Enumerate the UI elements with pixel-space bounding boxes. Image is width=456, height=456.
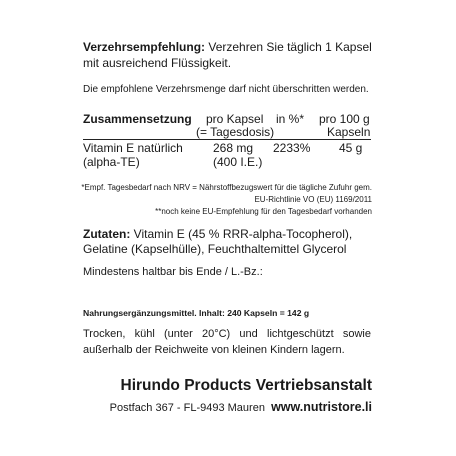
sub-kapseln: Kapseln xyxy=(327,125,371,139)
ingredients-line-1 xyxy=(83,227,352,241)
table-header-rule xyxy=(83,139,371,140)
company-name: Hirundo Products Vertriebsanstalt xyxy=(120,377,372,394)
company-address-line xyxy=(110,400,372,414)
supplement-content-line: Nahrungsergänzungsmittel. Inhalt: 240 Kapseln = 142 g xyxy=(83,308,310,318)
row-per-100: 45 g xyxy=(339,141,363,155)
dosage-warning: Die empfohlene Verzehrsmenge darf nicht überschritten werden. xyxy=(83,84,369,95)
recommendation-line-2: mit ausreichend Flüssigkeit. xyxy=(83,56,232,70)
footnote-1: *Empf. Tagesbedarf nach NRV = Nährstoffbezugswert für die tägliche Zufuhr gem. xyxy=(81,183,372,192)
col-in-percent: in %* xyxy=(276,112,305,126)
company-website: www.nutristore.li xyxy=(271,400,372,414)
composition-title: Zusammensetzung xyxy=(83,112,192,126)
footnote-2: EU-Richtlinie VO (EU) 1169/2011 xyxy=(254,195,372,204)
recommendation-label: Verzehrsempfehlung: xyxy=(83,40,206,54)
row-percent: 2233% xyxy=(273,141,311,155)
row-per-capsule-2: (400 I.E.) xyxy=(213,155,263,169)
sub-tagesdosis: (= Tagesdosis) xyxy=(196,125,275,139)
col-pro-100g: pro 100 g xyxy=(319,112,370,126)
footnote-3: **noch keine EU-Empfehlung für den Tagesbedarf vorhanden xyxy=(155,207,372,216)
row-per-capsule: 268 mg xyxy=(213,141,254,155)
best-before: Mindestens haltbar bis Ende / L.-Bz.: xyxy=(83,266,263,278)
col-pro-kapsel: pro Kapsel xyxy=(206,112,264,126)
recommendation-line-1 xyxy=(83,40,372,54)
storage-line-1: Trocken, kühl (unter 20°C) und lichtgeschützt sowie xyxy=(83,328,371,340)
row-name-2: (alpha-TE) xyxy=(83,155,140,169)
storage-line-2: außerhalb der Reichweite von kleinen Kindern lagern. xyxy=(83,344,345,356)
row-name: Vitamin E natürlich xyxy=(83,141,183,155)
recommendation-text: Verzehren Sie täglich 1 Kapsel xyxy=(205,40,372,54)
company-address: Postfach 367 - FL-9493 Mauren xyxy=(109,402,265,414)
ingredients-text: Vitamin E (45 % RRR-alpha-Tocopherol), xyxy=(130,227,353,241)
ingredients-line-2: Gelatine (Kapselhülle), Feuchthaltemittel Glycerol xyxy=(83,242,347,256)
ingredients-label: Zutaten: xyxy=(83,227,131,241)
